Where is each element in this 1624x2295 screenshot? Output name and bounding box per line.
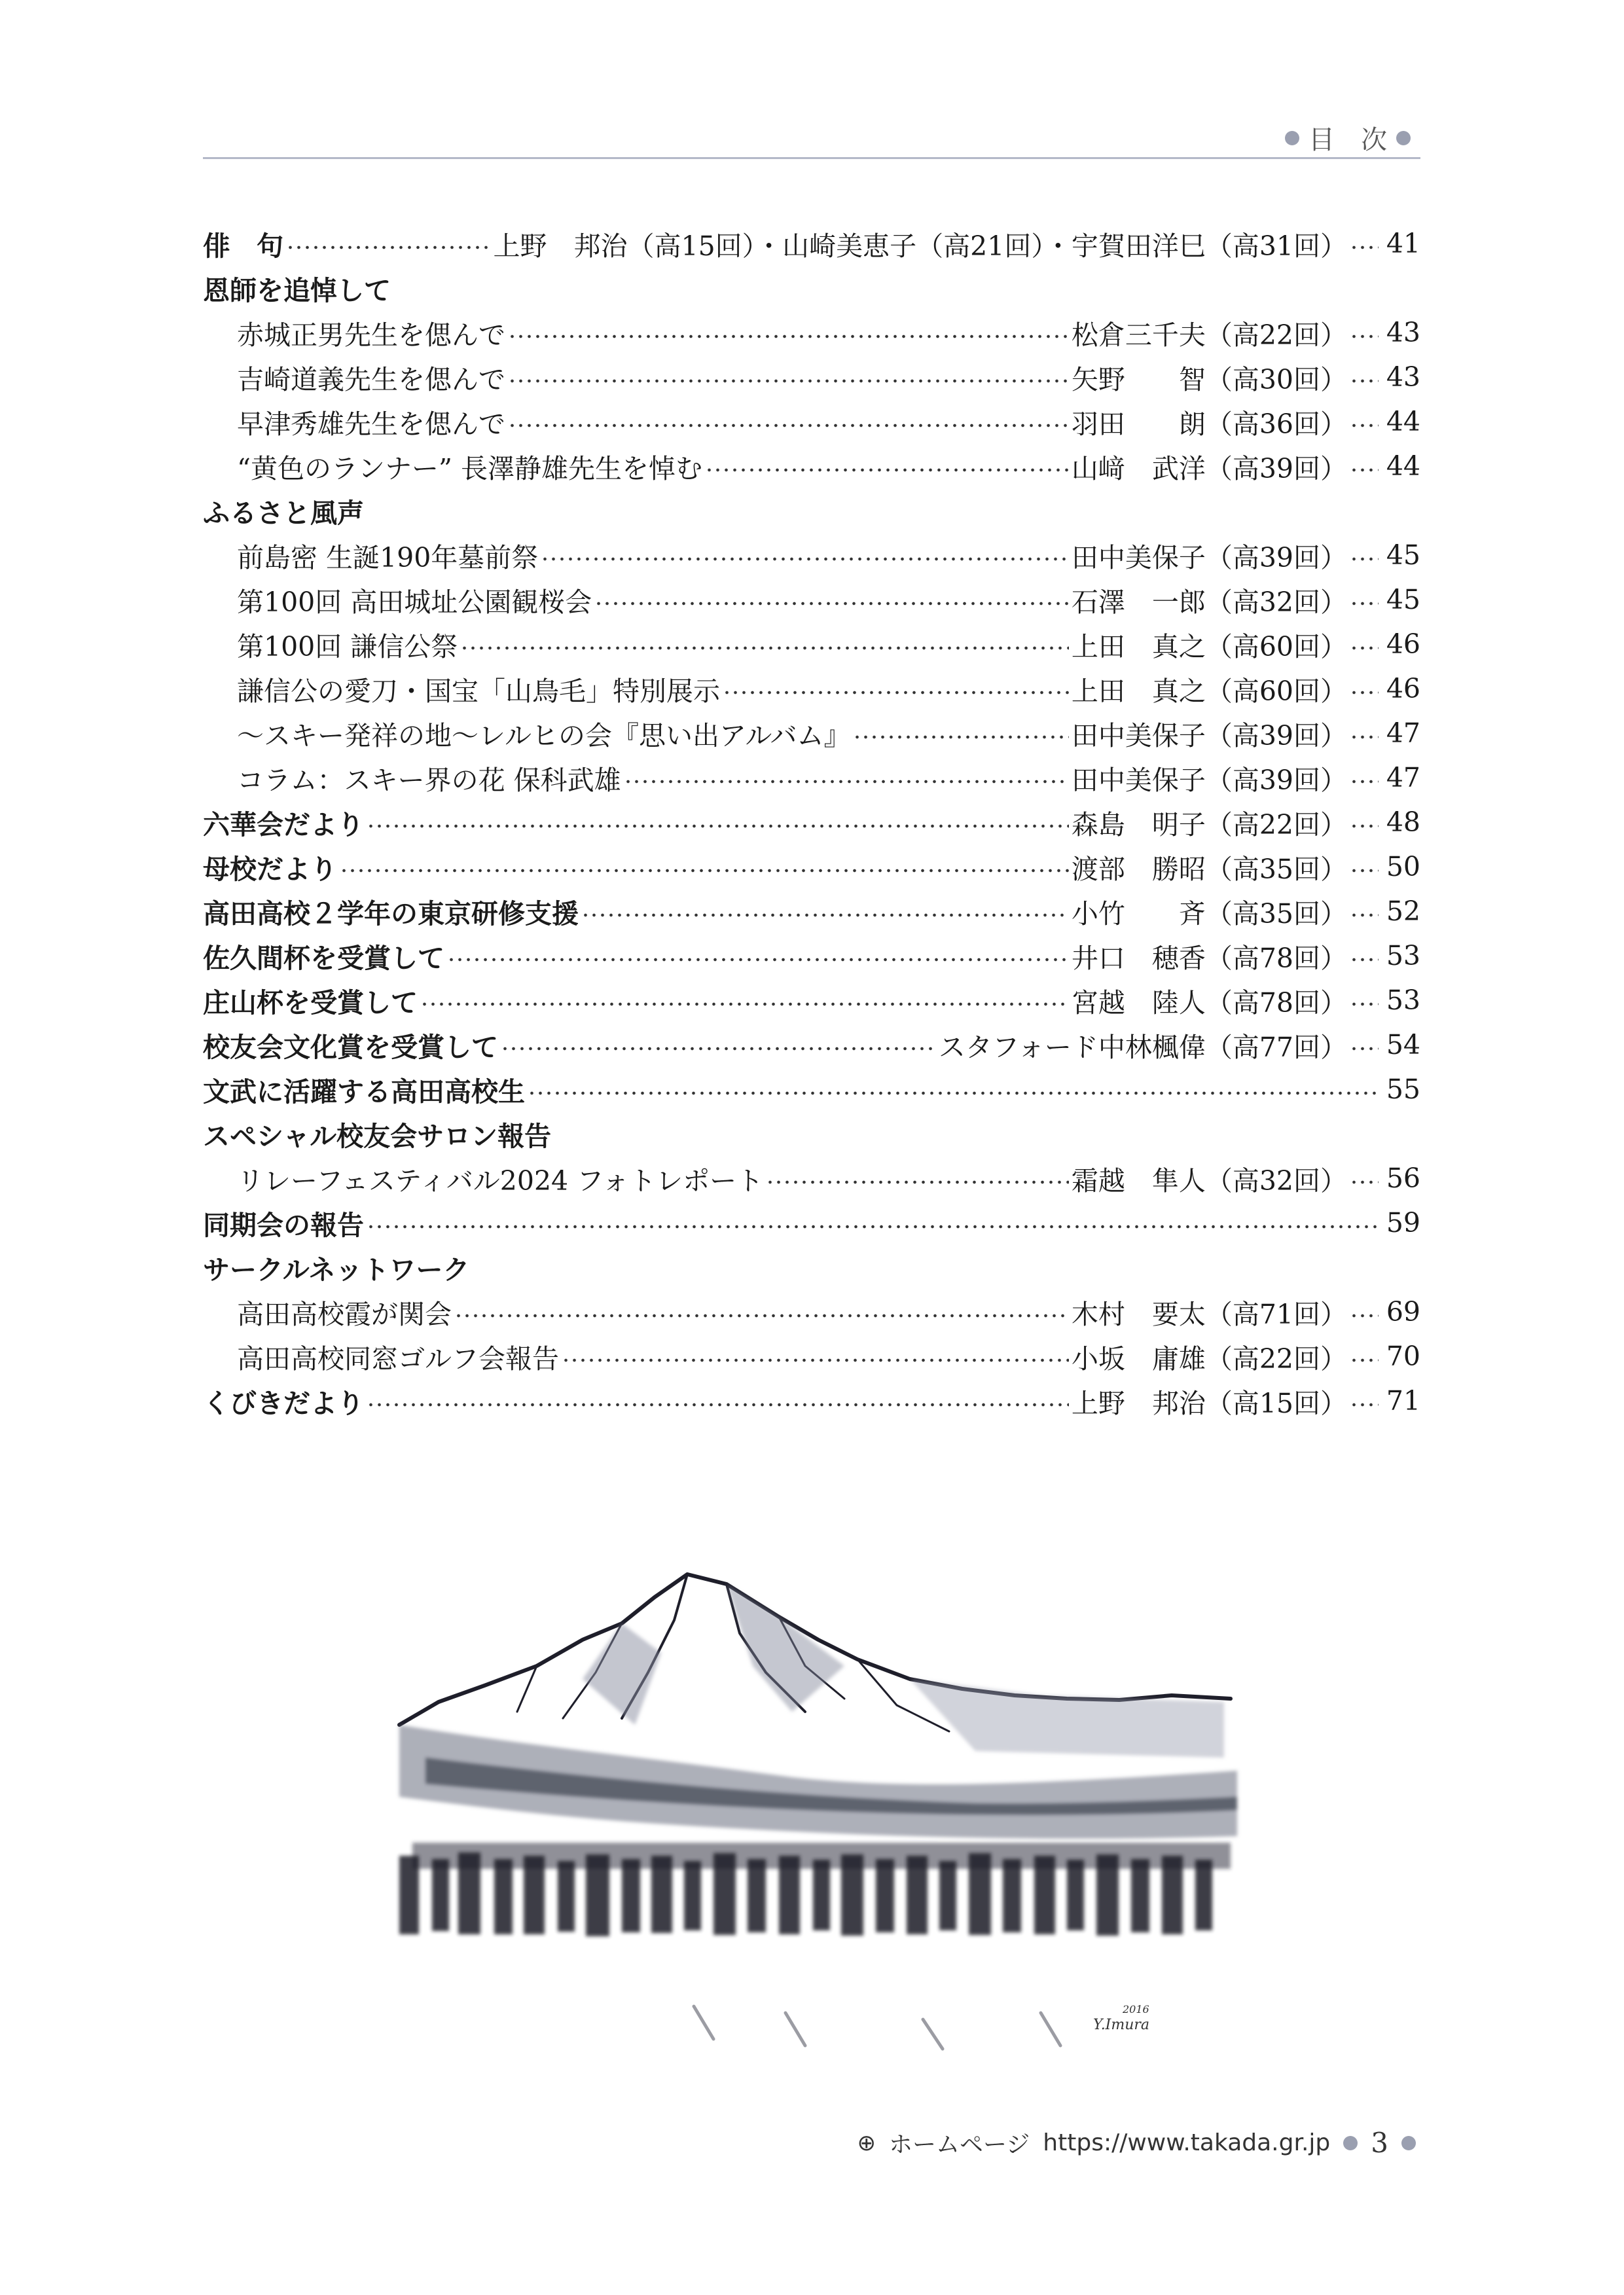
toc-entry-author: 渡部 勝昭（高35回） — [1071, 853, 1347, 885]
leader-dots — [1350, 632, 1379, 657]
leader-dots — [1350, 721, 1379, 746]
toc-entry-page: 50 — [1386, 851, 1420, 882]
toc-entry-author: 田中美保子（高39回） — [1071, 541, 1347, 573]
toc-entry-title: 俳 句 — [203, 230, 283, 262]
section-title: 目 次 — [1308, 125, 1387, 155]
toc-entry — [203, 800, 1420, 844]
toc-entry-title: 高田高校同窓ゴルフ会報告 — [237, 1343, 559, 1375]
toc-entry — [203, 1245, 1420, 1290]
leader-dots — [420, 988, 1069, 1013]
leader-dots — [367, 1389, 1069, 1413]
toc-entry — [203, 266, 1420, 310]
toc-entry-author: 井口 穂香（高78回） — [1071, 942, 1347, 974]
toc-entry-page: 46 — [1386, 673, 1420, 704]
homepage-label: ホームページ — [889, 2131, 1030, 2158]
table-of-contents — [203, 221, 1420, 1423]
header-dot-right — [1396, 131, 1411, 145]
toc-entry — [203, 1156, 1420, 1201]
toc-entry-page: 46 — [1386, 628, 1420, 660]
toc-entry — [203, 1111, 1420, 1156]
toc-entry-title: 文武に活躍する高田高校生 — [203, 1075, 525, 1108]
toc-entry — [203, 889, 1420, 933]
toc-entry-author: 田中美保子（高39回） — [1071, 719, 1347, 751]
page-number: 3 — [1371, 2127, 1388, 2159]
toc-entry-title: “黄色のランナー” 長澤静雄先生を悼む — [237, 452, 702, 484]
leader-dots — [447, 944, 1069, 968]
toc-entry-title: 早津秀雄先生を偲んで — [237, 408, 505, 440]
toc-entry-author: 上野 邦治（高15回） — [1071, 1387, 1347, 1419]
leader-dots — [1350, 232, 1379, 256]
leader-dots — [1350, 1389, 1379, 1413]
toc-entry-author: 小竹 斉（高35回） — [1071, 897, 1347, 930]
toc-entry-title: ふるさと風声 — [203, 497, 364, 529]
toc-entry-page: 53 — [1386, 940, 1420, 971]
leader-dots — [562, 1345, 1069, 1369]
leader-dots — [454, 1300, 1069, 1324]
leader-dots — [1350, 454, 1379, 479]
leader-dots — [1350, 855, 1379, 879]
mountain-illustration — [386, 1561, 1250, 2072]
footer-dot-left — [1343, 2136, 1358, 2150]
leader-dots — [286, 232, 490, 256]
leader-dots — [1350, 988, 1379, 1013]
leader-dots — [1350, 1033, 1379, 1057]
toc-entry — [203, 1022, 1420, 1067]
homepage-url[interactable]: https://www.takada.gr.jp — [1043, 2129, 1331, 2156]
toc-entry-author: スタフォード中林楓偉（高77回） — [938, 1031, 1347, 1063]
toc-entry-title: 赤城正男先生を偲んで — [237, 319, 505, 351]
leader-dots — [1350, 677, 1379, 701]
leader-dots — [766, 1166, 1069, 1191]
toc-entry-page: 55 — [1386, 1074, 1420, 1105]
toc-entry — [203, 978, 1420, 1022]
toc-entry — [203, 711, 1420, 755]
toc-entry-title: 同期会の報告 — [203, 1209, 364, 1241]
leader-dots — [1350, 1345, 1379, 1369]
toc-entry-title: サークルネットワーク — [203, 1254, 470, 1286]
leader-dots — [853, 721, 1068, 746]
toc-entry-title: 母校だより — [203, 853, 337, 885]
leader-dots — [340, 855, 1069, 879]
globe-icon: ⊕ — [857, 2129, 876, 2156]
toc-entry-page: 44 — [1386, 406, 1420, 437]
toc-entry-page: 71 — [1386, 1385, 1420, 1417]
leader-dots — [624, 766, 1069, 790]
signature-year: 2016 — [1123, 2003, 1149, 2015]
leader-dots — [594, 588, 1069, 612]
toc-entry-page: 47 — [1386, 717, 1420, 749]
leader-dots — [723, 677, 1069, 701]
toc-entry-page: 53 — [1386, 985, 1420, 1016]
toc-entry — [203, 1334, 1420, 1379]
toc-entry-page: 44 — [1386, 450, 1420, 482]
toc-entry-title: コラム：スキー界の花 保科武雄 — [237, 764, 621, 796]
toc-entry — [203, 1379, 1420, 1423]
toc-entry-title: 謙信公の愛刀・国宝「山鳥毛」特別展示 — [237, 675, 720, 707]
leader-dots — [1350, 365, 1379, 389]
toc-entry-author: 宮越 陸人（高78回） — [1071, 986, 1347, 1019]
toc-entry — [203, 1201, 1420, 1245]
leader-dots — [581, 899, 1069, 924]
toc-entry-title: 吉崎道義先生を偲んで — [237, 363, 505, 395]
toc-entry-page: 69 — [1386, 1296, 1420, 1328]
toc-entry-author: 上田 真之（高60回） — [1071, 675, 1347, 707]
toc-entry-page: 47 — [1386, 762, 1420, 793]
toc-entry-page: 45 — [1386, 539, 1420, 571]
toc-entry-title: くびきだより — [203, 1387, 364, 1419]
toc-entry-author: 松倉三千夫（高22回） — [1071, 319, 1347, 351]
leader-dots — [705, 454, 1069, 479]
leader-dots — [1350, 766, 1379, 790]
toc-entry — [203, 444, 1420, 488]
toc-entry-author: 霜越 隼人（高32回） — [1071, 1165, 1347, 1197]
leader-dots — [528, 1077, 1379, 1102]
leader-dots — [508, 365, 1069, 389]
leader-dots — [1350, 543, 1379, 568]
toc-entry-title: 六華会だより — [203, 808, 364, 840]
toc-entry-author: 田中美保子（高39回） — [1071, 764, 1347, 796]
toc-entry — [203, 933, 1420, 978]
leader-dots — [1350, 810, 1379, 835]
toc-entry-title: 庄山杯を受賞して — [203, 986, 418, 1019]
toc-entry-page: 45 — [1386, 584, 1420, 615]
toc-entry-page: 48 — [1386, 806, 1420, 838]
toc-entry — [203, 666, 1420, 711]
toc-entry-title: 佐久間杯を受賞して — [203, 942, 444, 974]
toc-entry — [203, 1290, 1420, 1334]
footer-dot-right — [1401, 2136, 1416, 2150]
toc-entry-title: 第100回 謙信公祭 — [237, 630, 458, 662]
toc-entry-page: 56 — [1386, 1163, 1420, 1194]
leader-dots — [508, 321, 1069, 345]
leader-dots — [367, 1211, 1379, 1235]
toc-entry-title: 恩師を追悼して — [203, 274, 391, 306]
leader-dots — [1350, 944, 1379, 968]
toc-entry-page: 52 — [1386, 895, 1420, 927]
toc-entry-author: 小坂 庸雄（高22回） — [1071, 1343, 1347, 1375]
toc-entry-author: 森島 明子（高22回） — [1071, 808, 1347, 840]
toc-entry — [203, 1067, 1420, 1111]
page-footer — [857, 2126, 1416, 2159]
header-dot-left — [1285, 131, 1299, 145]
toc-entry-page: 59 — [1386, 1207, 1420, 1238]
leader-dots — [508, 410, 1069, 434]
toc-entry-page: 54 — [1386, 1029, 1420, 1060]
leader-dots — [1350, 410, 1379, 434]
leader-dots — [367, 810, 1069, 835]
toc-entry — [203, 355, 1420, 399]
toc-entry — [203, 488, 1420, 533]
toc-entry — [203, 577, 1420, 622]
toc-entry — [203, 755, 1420, 800]
toc-entry-author: 木村 要太（高71回） — [1071, 1298, 1347, 1330]
toc-entry — [203, 310, 1420, 355]
signature-name: Y.Imura — [1093, 2017, 1150, 2033]
toc-entry — [203, 221, 1420, 266]
toc-entry-title: 高田高校２学年の東京研修支援 — [203, 897, 579, 930]
toc-entry — [203, 533, 1420, 577]
leader-dots — [1350, 1300, 1379, 1324]
toc-entry-title: 校友会文化賞を受賞して — [203, 1031, 498, 1063]
leader-dots — [1350, 321, 1379, 345]
toc-entry-author: 山﨑 武洋（高39回） — [1071, 452, 1347, 484]
toc-entry-title: スペシャル校友会サロン報告 — [203, 1120, 552, 1152]
toc-entry-title: 高田高校霞が関会 — [237, 1298, 452, 1330]
toc-entry-author: 上田 真之（高60回） — [1071, 630, 1347, 662]
toc-entry — [203, 622, 1420, 666]
leader-dots — [460, 632, 1069, 657]
leader-dots — [1350, 1166, 1379, 1191]
leader-dots — [1350, 899, 1379, 924]
toc-entry-page: 43 — [1386, 317, 1420, 348]
toc-entry-author: 矢野 智（高30回） — [1071, 363, 1347, 395]
leader-dots — [541, 543, 1069, 568]
leader-dots — [501, 1033, 936, 1057]
header-rule — [203, 157, 1420, 159]
toc-entry-author: 上野 邦治（高15回）・山崎美恵子（高21回）・宇賀田洋巳（高31回） — [493, 230, 1347, 262]
page-header — [1285, 119, 1411, 156]
toc-entry-title: 第100回 高田城址公園観桜会 — [237, 586, 592, 618]
toc-entry-title: リレーフェスティバル2024 フォトレポート — [237, 1165, 764, 1197]
toc-entry-page: 41 — [1386, 228, 1420, 259]
toc-entry — [203, 399, 1420, 444]
toc-entry-author: 石澤 一郎（高32回） — [1071, 586, 1347, 618]
toc-entry-title: ～スキー発祥の地～レルヒの会『思い出アルバム』 — [237, 719, 851, 751]
toc-entry-title: 前島密 生誕190年墓前祭 — [237, 541, 539, 573]
toc-entry-page: 43 — [1386, 361, 1420, 393]
toc-entry — [203, 844, 1420, 889]
toc-entry-page: 70 — [1386, 1341, 1420, 1372]
leader-dots — [1350, 588, 1379, 612]
toc-entry-author: 羽田 朗（高36回） — [1071, 408, 1347, 440]
